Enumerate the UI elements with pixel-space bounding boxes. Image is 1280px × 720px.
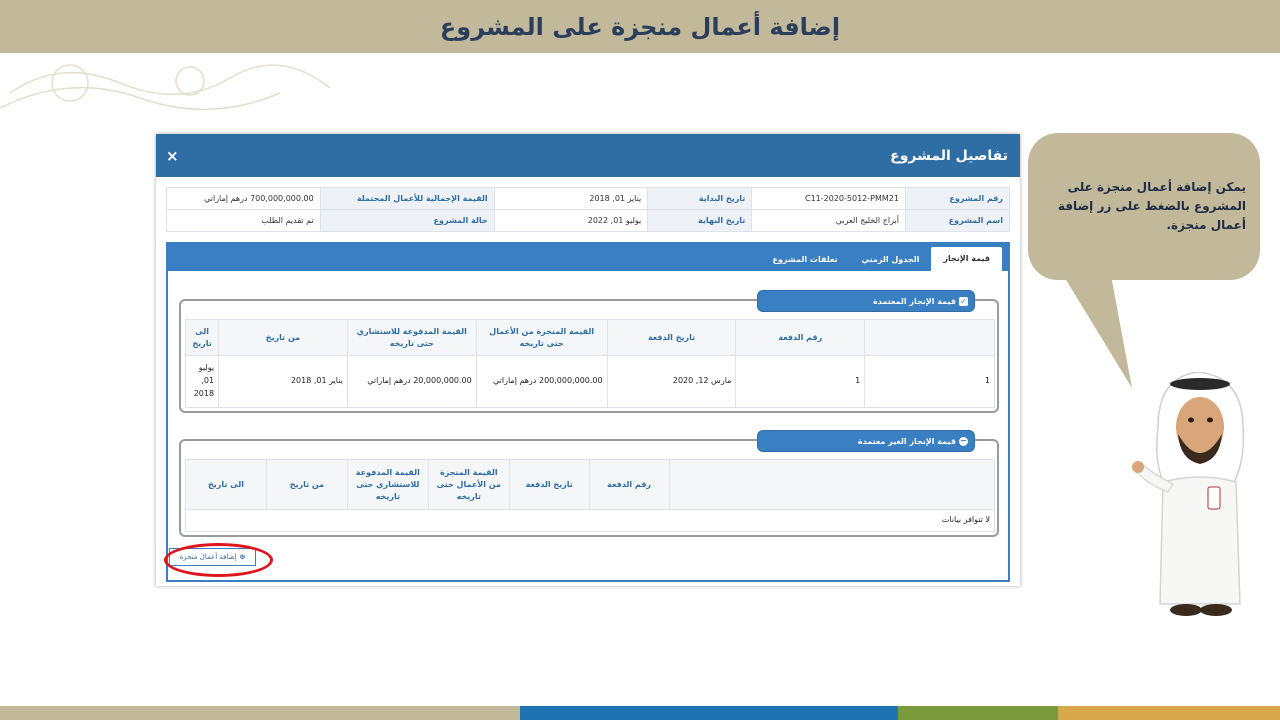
column-header: من تاريخ — [266, 460, 347, 510]
end-date-label: تاريخ النهاية — [648, 210, 752, 232]
column-header: تاريخ الدفعة — [607, 320, 736, 356]
project-details-modal — [156, 134, 1020, 586]
project-number-label: رقم المشروع — [905, 188, 1009, 210]
project-number-value: C11-2020-5012-PMM21 — [752, 188, 906, 210]
emirati-guide-character — [1128, 372, 1258, 622]
footer-stripe — [0, 706, 520, 720]
unapproved-section — [179, 435, 999, 537]
tab-timeline[interactable]: الجدول الزمني — [861, 255, 920, 264]
column-header: القيمة المنجزة من الأعمال حتى تاريخه — [476, 320, 607, 356]
project-status-label: حالة المشروع — [320, 210, 494, 232]
tab-bar — [168, 244, 1008, 271]
slide-title: إضافة أعمال منجزة على المشروع — [439, 12, 841, 41]
tip-text: يمكن إضافة أعمال منجزة على المشروع بالضغط على زر إضافة أعمال منجزة. — [1057, 179, 1246, 233]
column-header: تاريخ الدفعة — [509, 460, 589, 510]
table-header-row — [186, 320, 995, 356]
completed-value-cell: 200,000,000.00 درهم إماراتي — [476, 356, 607, 408]
approved-section-header[interactable] — [757, 290, 975, 312]
table-row[interactable] — [186, 356, 995, 408]
project-info-table — [166, 187, 1010, 232]
modal-title: تفاصيل المشروع — [890, 147, 1008, 164]
project-name-value: أبراج الخليج العربي — [752, 210, 906, 232]
column-header — [865, 320, 995, 356]
empty-row — [186, 510, 995, 532]
column-header: الى تاريخ — [186, 460, 267, 510]
speech-bubble — [1028, 133, 1260, 280]
tab-completion-value[interactable]: قيمة الإنجاز — [931, 247, 1002, 271]
project-name-label: اسم المشروع — [905, 210, 1009, 232]
add-button-label: إضافة أعمال منجزة — [179, 553, 237, 561]
approved-table — [185, 319, 995, 408]
no-data-text: لا تتوافر بيانات — [186, 510, 995, 532]
modal-header — [156, 134, 1020, 177]
payment-date-cell: مارس 12, 2020 — [607, 356, 736, 408]
tab-project-attachments[interactable]: تعلقات المشروع — [772, 255, 838, 264]
table-header-row — [186, 460, 995, 510]
approved-section-title: قيمة الإنجاز المعتمدة — [873, 296, 956, 306]
close-icon[interactable]: × — [166, 146, 179, 165]
column-header: رقم الدفعة — [736, 320, 865, 356]
footer-stripe — [1058, 706, 1280, 720]
total-value-value: 700,000,000.00 درهم إماراتي — [167, 188, 321, 210]
unapproved-section-title: قيمة الإنجاز الغير معتمدة — [857, 436, 956, 446]
project-status-value: تم تقديم الطلب — [167, 210, 321, 232]
unapproved-section-header[interactable] — [757, 430, 975, 452]
start-date-value: يناير 01, 2018 — [494, 188, 648, 210]
unapproved-table — [185, 459, 995, 532]
column-header: القيمة المدفوعة للاستشاري حتى تاريخه — [347, 460, 428, 510]
column-header — [669, 460, 994, 510]
info-row — [167, 188, 1010, 210]
from-date-cell: يناير 01, 2018 — [219, 356, 348, 408]
highlight-circle — [164, 543, 273, 577]
paid-value-cell: 20,000,000.00 درهم إماراتي — [347, 356, 476, 408]
end-date-value: يوليو 01, 2022 — [494, 210, 648, 232]
to-date-cell: يوليو 01, 2018 — [186, 356, 219, 408]
column-header: من تاريخ — [219, 320, 348, 356]
start-date-label: تاريخ البداية — [648, 188, 752, 210]
total-value-label: القيمة الإجمالية للأعمال المحتملة — [320, 188, 494, 210]
column-header: رقم الدفعة — [589, 460, 669, 510]
approved-section — [179, 296, 999, 413]
decorative-ornament — [0, 53, 330, 113]
collapse-icon: − — [960, 435, 967, 445]
column-header: الى تاريخ — [186, 320, 219, 356]
footer-stripe — [520, 706, 898, 720]
check-icon: ✓ — [960, 296, 967, 306]
column-header: القيمة المدفوعة للاستشاري حتى تاريخه — [347, 320, 476, 356]
info-row — [167, 210, 1010, 232]
payment-number-cell: 1 — [736, 356, 865, 408]
row-index: 1 — [865, 356, 995, 408]
add-icon: ⊕ — [239, 553, 246, 561]
column-header: القيمة المنجزة من الأعمال حتى تاريخه — [428, 460, 509, 510]
tabs-panel — [166, 242, 1010, 582]
footer-stripe — [898, 706, 1058, 720]
slide-title-bar — [0, 0, 1280, 53]
